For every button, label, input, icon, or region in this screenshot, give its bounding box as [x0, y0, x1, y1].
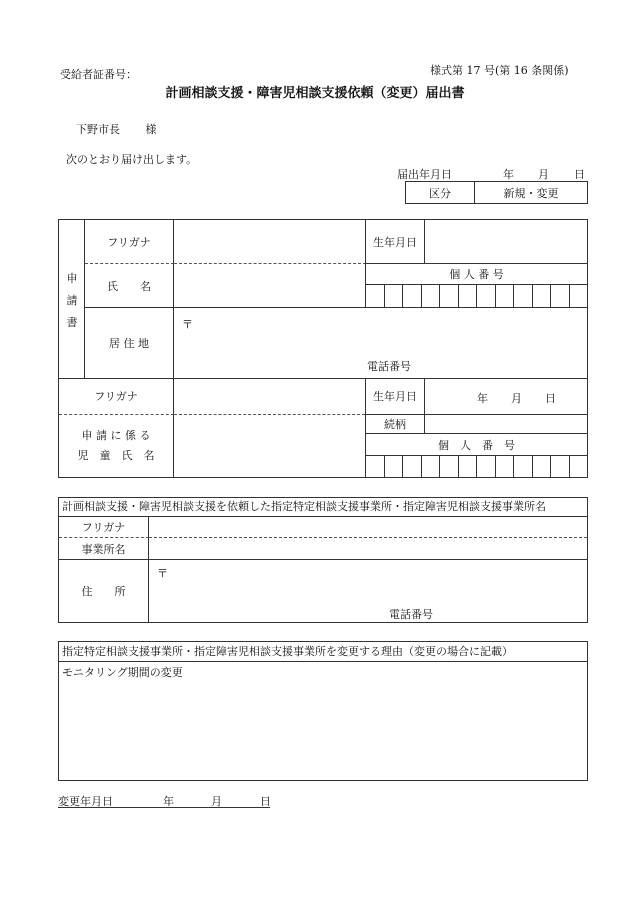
- addressee-name: 下野市長: [76, 123, 120, 136]
- office-header: 計画相談支援・障害児相談支援を依頼した指定特定相談支援事業所・指定障害児相談支援事業所名: [59, 498, 587, 517]
- recipient-cert-label: 受給者証番号：: [60, 68, 137, 81]
- addressee-honorific: 様: [145, 123, 157, 136]
- applicant-birth-field[interactable]: [425, 220, 587, 264]
- child-birth-month: 月: [511, 392, 522, 405]
- change-date-day: 日: [260, 795, 271, 808]
- digit-cell[interactable]: [496, 456, 515, 477]
- child-relation-field[interactable]: [425, 415, 587, 434]
- digit-cell[interactable]: [403, 456, 422, 477]
- category-table: [405, 181, 588, 204]
- digit-cell[interactable]: [459, 456, 478, 477]
- office-name-label: 事業所名: [59, 538, 149, 560]
- digit-cell[interactable]: [570, 456, 588, 477]
- postal-mark: 〒: [182, 318, 193, 331]
- digit-cell[interactable]: [496, 285, 515, 307]
- child-name-label-line1: 申 請 に 係 る: [81, 429, 151, 442]
- addressee: [76, 121, 157, 137]
- digit-cell[interactable]: [533, 285, 552, 307]
- digit-cell[interactable]: [533, 456, 552, 477]
- child-name-label: [59, 415, 174, 477]
- child-birth-day: 日: [545, 392, 556, 405]
- form-number: 様式第 17 号(第 16 条関係): [430, 64, 569, 77]
- date-year: 年: [503, 168, 514, 181]
- child-name-field[interactable]: [174, 415, 365, 477]
- category-value[interactable]: 新規・変更: [475, 182, 588, 204]
- applicant-phone-label: 電話番号: [367, 360, 411, 373]
- change-date-label: 変更年月日: [58, 795, 113, 808]
- child-individual-no-cells[interactable]: [365, 456, 587, 477]
- change-date-line[interactable]: [58, 793, 270, 808]
- applicant-name-label: 氏 名: [85, 264, 174, 308]
- digit-cell[interactable]: [514, 456, 533, 477]
- digit-cell[interactable]: [477, 456, 496, 477]
- applicant-address-field[interactable]: [174, 308, 587, 378]
- digit-cell[interactable]: [385, 285, 404, 307]
- applicant-individual-no-cells[interactable]: [365, 285, 587, 308]
- change-date-month: 月: [211, 795, 222, 808]
- child-relation-label: 続柄: [365, 415, 425, 434]
- date-day: 日: [574, 168, 585, 181]
- intro-text: 次のとおり届け出します。: [66, 153, 198, 166]
- reason-table: [58, 641, 588, 781]
- digit-cell[interactable]: [570, 285, 588, 307]
- digit-cell[interactable]: [422, 456, 441, 477]
- applicant-furigana-label: フリガナ: [85, 220, 174, 264]
- digit-cell[interactable]: [551, 285, 570, 307]
- child-name-label-line2: 児 童 氏 名: [77, 449, 155, 462]
- digit-cell[interactable]: [440, 285, 459, 307]
- applicant-individual-no-label: 個 人 番 号: [365, 264, 587, 285]
- digit-cell[interactable]: [551, 456, 570, 477]
- child-birth-year: 年: [477, 392, 488, 405]
- digit-cell[interactable]: [459, 285, 478, 307]
- change-date-year: 年: [163, 795, 174, 808]
- office-name-field[interactable]: [149, 538, 587, 560]
- applicant-furigana-field[interactable]: [174, 220, 366, 264]
- applicant-side-label: 申請書: [66, 272, 78, 329]
- digit-cell[interactable]: [440, 456, 459, 477]
- applicant-name-field[interactable]: [174, 264, 366, 308]
- date-month: 月: [538, 168, 549, 181]
- digit-cell[interactable]: [514, 285, 533, 307]
- child-furigana-field[interactable]: [174, 378, 365, 415]
- office-address-label: 住 所: [59, 560, 149, 622]
- office-furigana-label: フリガナ: [59, 517, 149, 538]
- applicant-side-column: [59, 220, 85, 378]
- category-label: 区分: [406, 182, 475, 204]
- office-table: [58, 497, 588, 623]
- office-address-field[interactable]: [149, 560, 587, 622]
- applicant-birth-label: 生年月日: [365, 220, 425, 264]
- digit-cell[interactable]: [366, 285, 385, 307]
- child-individual-no-label: 個 人 番 号: [365, 434, 587, 456]
- digit-cell[interactable]: [477, 285, 496, 307]
- page-title: 計画相談支援・障害児相談支援依頼（変更）届出書: [165, 86, 465, 101]
- date-label: 届出年月日: [397, 168, 452, 181]
- office-furigana-field[interactable]: [149, 517, 587, 538]
- digit-cell[interactable]: [366, 456, 385, 477]
- reason-header: 指定特定相談支援事業所・指定障害児相談支援事業所を変更する理由（変更の場合に記載）: [59, 642, 587, 662]
- digit-cell[interactable]: [403, 285, 422, 307]
- office-postal-mark: 〒: [157, 567, 168, 580]
- office-phone-label: 電話番号: [389, 608, 433, 621]
- applicant-address-label: 居 住 地: [85, 308, 174, 378]
- child-birth-label: 生年月日: [365, 378, 425, 415]
- digit-cell[interactable]: [422, 285, 441, 307]
- child-furigana-label: フリガナ: [59, 378, 174, 415]
- child-birth-field[interactable]: [425, 378, 587, 415]
- applicant-table: [58, 219, 588, 478]
- digit-cell[interactable]: [385, 456, 404, 477]
- reason-content[interactable]: モニタリング期間の変更: [62, 666, 183, 679]
